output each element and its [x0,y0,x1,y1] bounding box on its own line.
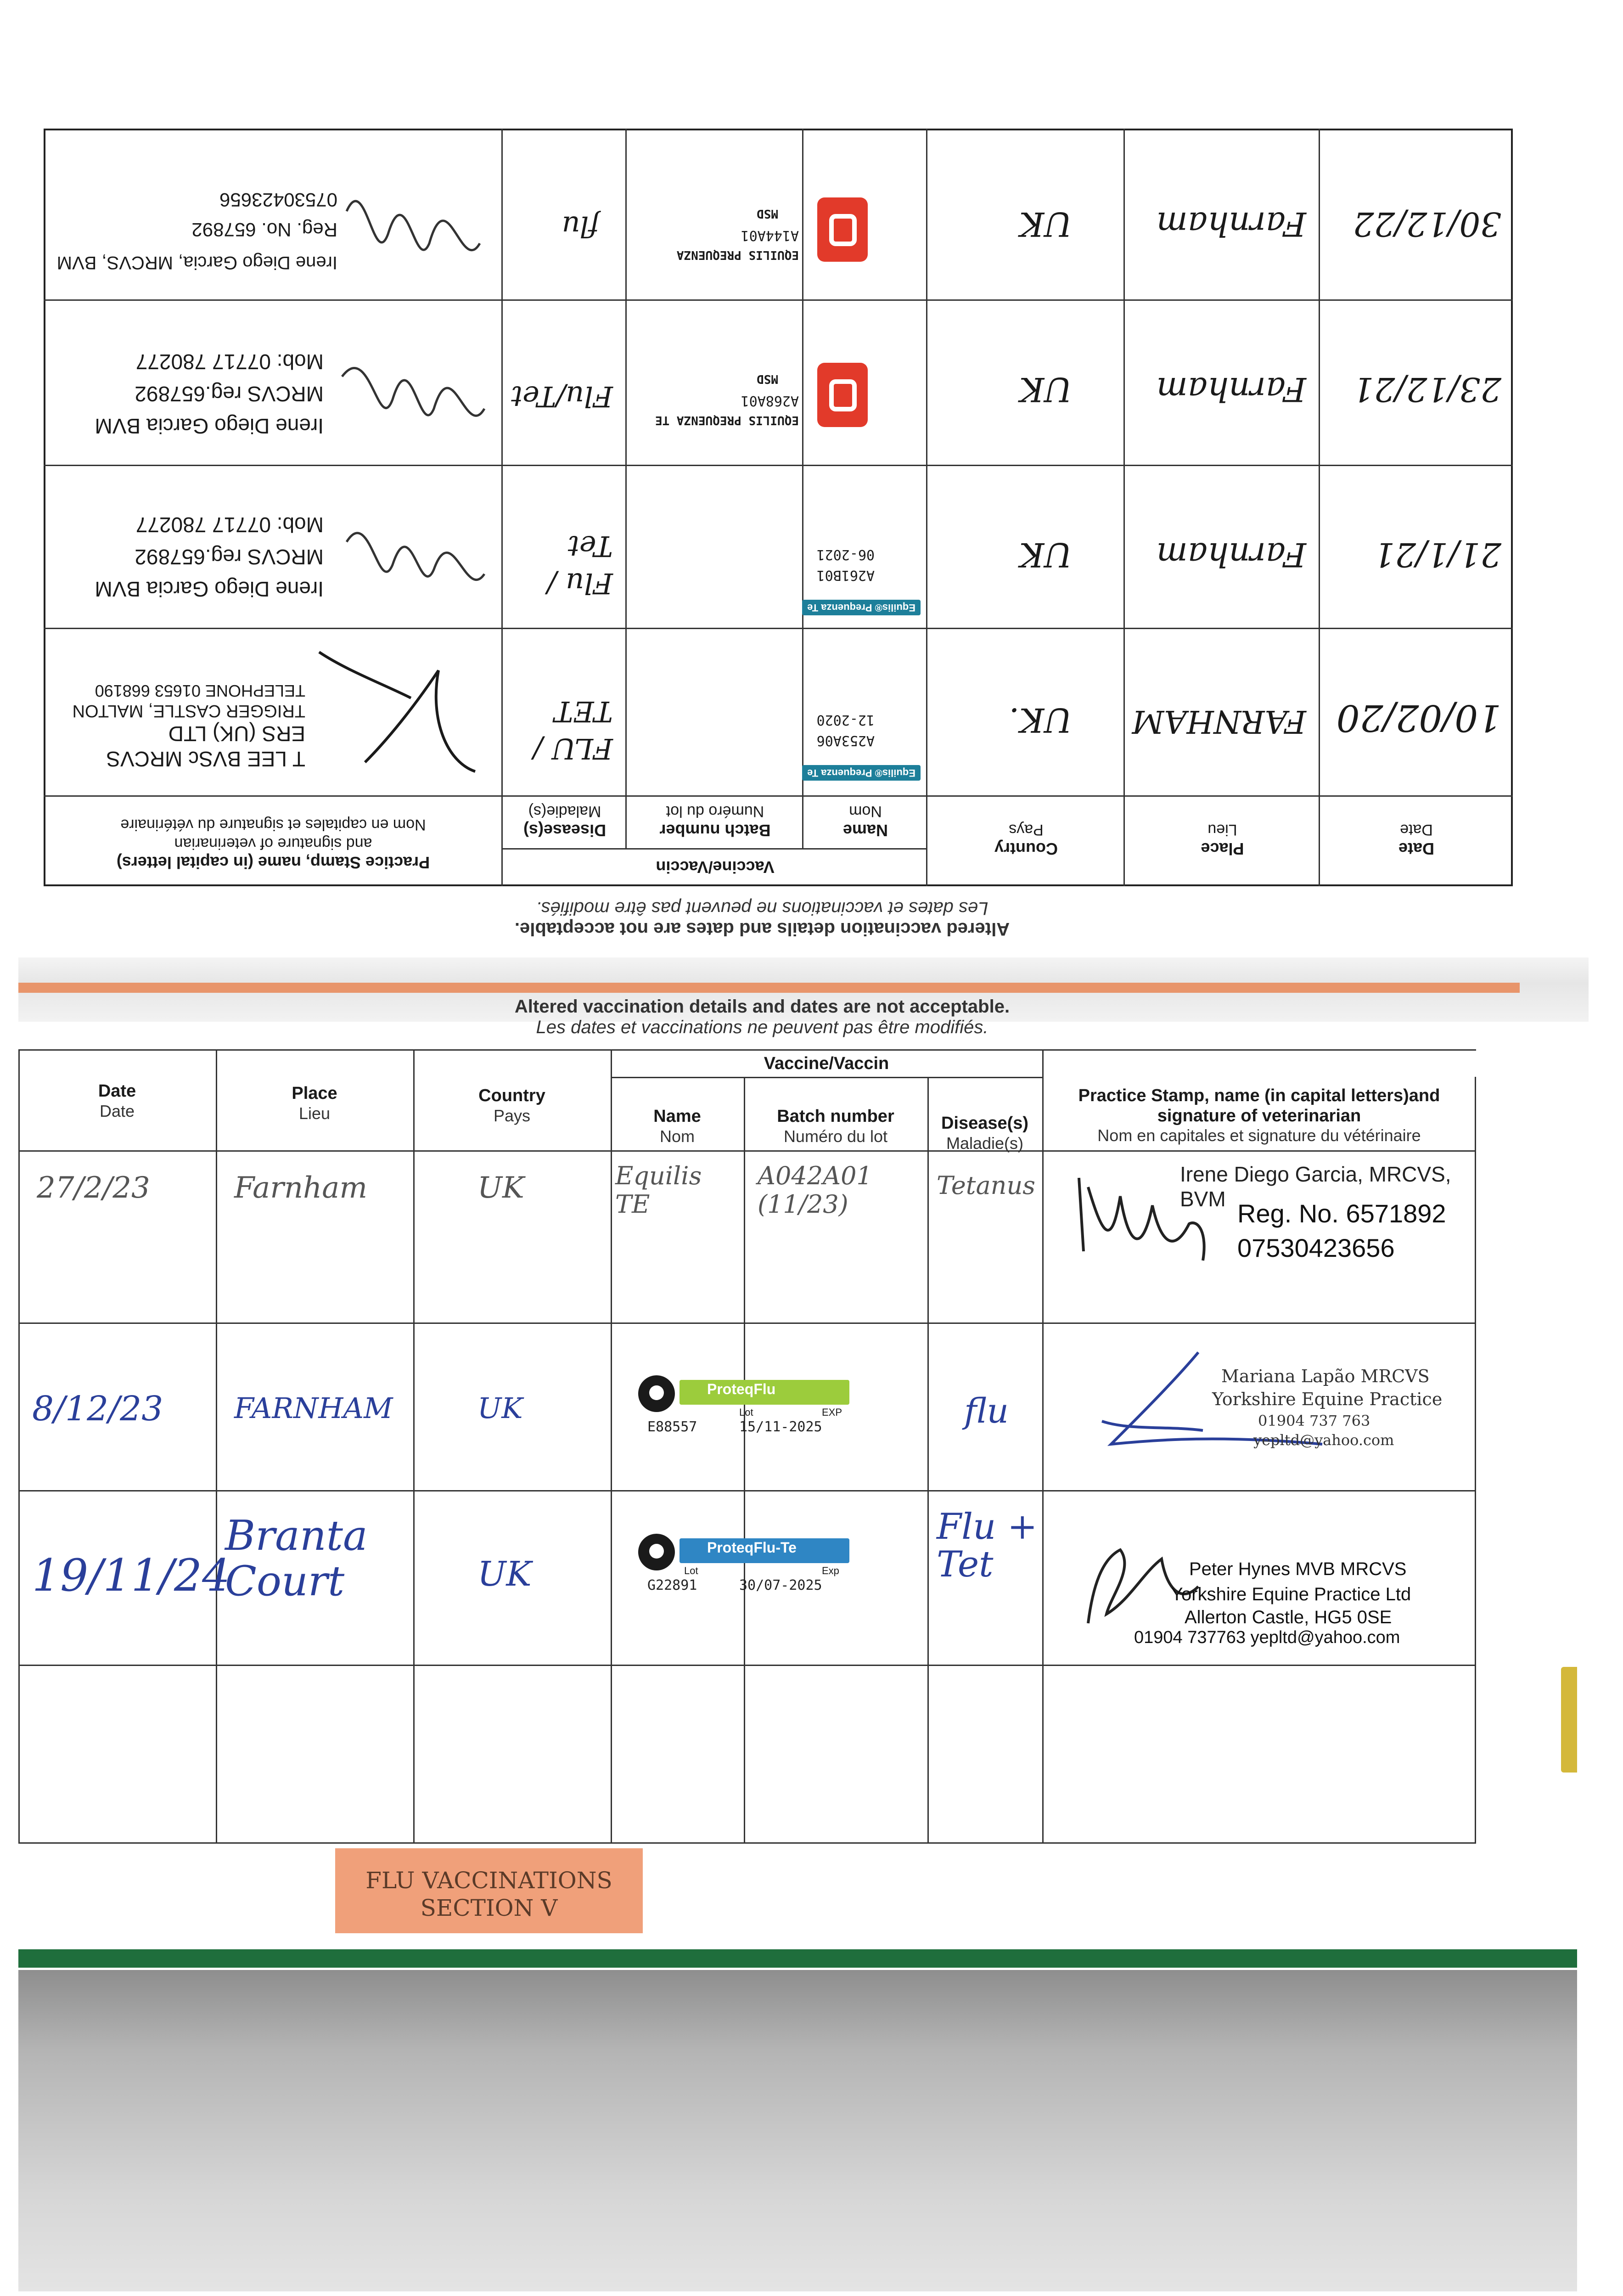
lower-row3-sticker-expiry: 30/07-2025 [739,1577,822,1593]
lower-header-date: Date Date [98,1081,136,1120]
upper-row3-country: UK [1019,370,1072,409]
header-batch: Batch number Numéro du lot [659,802,771,840]
lower-header-batch: Batch number Numéro du lot [777,1107,894,1146]
lower-row2-stamp-3: 01904 737 763 [1258,1412,1370,1429]
header-disease: Disease(s) Maladie(s) [523,802,607,840]
lower-row2-stamp-2: Yorkshire Equine Practice [1212,1389,1443,1409]
upper-row1-stamp-1: T LEE BVSc MRCVS [106,747,305,771]
lower-row2-place: FARNHAM [234,1391,393,1425]
lower-header-name: Name Nom [653,1107,701,1146]
upper-row2-country: UK [1019,535,1072,574]
lower-row2-sticker: ProteqFlu Lot EXP E88557 15/11-2025 [638,1371,849,1449]
lower-row3-sticker-code: G22891 [647,1577,697,1593]
lower-row1-stamp-1: Irene Diego Garcia, MRCVS, BVM [1180,1162,1451,1211]
lower-row2-stamp-4: yepltd@yahoo.com [1253,1431,1394,1449]
lower-header-place: Place Lieu [292,1084,337,1123]
lower-row1-date: 27/2/23 [37,1171,150,1205]
page-edge-orange [18,983,1520,993]
upper-row2-place: Farnham [1156,535,1306,574]
header-stamp: Practice Stamp, name (in capital letters) and signature of veterinarian Nom en capitales et signature du vétérinaire [116,816,430,872]
lower-row3-country: UK [477,1554,532,1594]
upper-row2-stamp-1: Irene Diego Garcia BVM [95,577,324,601]
upper-row1-stamp-4: TELEPHONE 01653 668190 [95,681,305,700]
upper-row4-disease: flu [562,210,599,243]
upper-row2-disease: Flu / Tet [547,529,613,600]
upper-row1-place: FARNHAM [1132,703,1306,739]
upper-row1-sticker-expiry: 12-2020 [816,712,875,728]
lower-header-disease: Disease(s) Maladie(s) [941,1114,1029,1153]
upper-row1-date: 10/02/20 [1336,697,1501,739]
lower-header-vaccine: Vaccine/Vaccin [764,1054,889,1073]
upper-row3-date: 23/12/21 [1353,370,1501,409]
yellow-page-tab [1561,1667,1577,1773]
upper-vaccination-table [44,129,1513,886]
upper-row3-stamp-2: MRCVS reg.657892 [135,382,324,406]
lower-row2-sticker-expiry: 15/11-2025 [739,1419,822,1435]
lower-row1-batch: A042A01 (11/23) [758,1161,872,1219]
upper-row1-stamp-2: ERS (UK) LTD [168,722,305,746]
upper-row4-country: UK [1019,205,1072,243]
section-tab [335,1848,643,1933]
upper-row3-stamp-3: Mob: 07717 780277 [135,350,324,374]
upper-row4-place: Farnham [1156,205,1306,243]
lower-vaccination-table [18,1049,1476,1844]
lower-row1-name: Equilis TE [615,1161,702,1219]
upper-row1-sticker-brand: Equilis® Prequenza Te [802,765,921,781]
passport-cover-edge [18,1949,1577,1968]
upper-row3-sticker-batch: A268A01 [741,393,799,409]
header-vaccine: Vaccine/Vaccin [656,858,775,877]
lower-row3-place: Branta Court [225,1512,368,1605]
lower-row1-stamp-2: Reg. No. 6571892 [1237,1199,1446,1228]
upper-row4-sticker-brand: EQUILIS PREQUENZA [676,248,799,262]
lower-row2-sticker-code: E88557 [647,1419,697,1435]
upper-row1-signature [310,638,484,790]
header-place: Place Lieu [1201,821,1244,858]
upper-row2-stamp-2: MRCVS reg.657892 [135,545,324,569]
upper-row2-date: 21/1/21 [1374,535,1501,574]
lower-row2-country: UK [477,1391,523,1425]
lower-row2-sticker-brand: ProteqFlu [707,1381,776,1397]
upper-row4-signature [337,142,489,289]
upper-row4-date: 30/12/22 [1353,205,1501,243]
lower-row3-disease: Flu + Tet [937,1506,1038,1585]
upper-row2-sticker-batch: A261B01 [816,567,875,583]
section-tab-line-1: FLU VACCINATIONS [365,1867,612,1894]
upper-row3-stamp-1: Irene Diego Garcia BVM [95,414,324,438]
lower-row2-disease: flu [964,1391,1009,1431]
upper-row4-sticker-batch: A144A01 [741,227,799,243]
upper-row1-stamp-3: TRIGGER CASTLE, MALTON [72,701,305,720]
upper-row4-stamp-1: Irene Diego Garcia, MRCVS, BVM [56,253,337,273]
lower-row3-sticker: ProteqFlu-Te Lot Exp G22891 30/07-2025 [638,1529,849,1607]
upper-row1-country: UK. [1009,701,1072,739]
upper-row4-sticker-logo [817,197,868,262]
section-tab-line-2: SECTION V [420,1895,558,1921]
upper-row3-sticker-brand: EQUILIS PREQUENZA TE [655,413,799,427]
lower-row2-stamp-1: Mariana Lapão MRCVS [1221,1366,1430,1386]
upper-notice: Altered vaccination details and dates are not acceptable. Les dates et vaccinations ne peuvent pas être modifiés. [514,898,1010,939]
upper-row2-sticker-brand: Equilis® Prequenza Te [802,600,921,615]
scan-background [18,1970,1577,2291]
lower-notice: Altered vaccination details and dates are not acceptable. Les dates et vaccinations ne peuvent pas être modifiés. [514,996,1010,1037]
upper-row4-sticker-maker: MSD [757,207,778,220]
header-date: Date Date [1398,821,1435,858]
lower-row1-stamp-3: 07530423656 [1237,1233,1395,1262]
upper-row2-sticker-expiry: 06-2021 [816,546,875,563]
lower-row3-stamp-2: Yorkshire Equine Practice Ltd [1171,1584,1411,1604]
lower-row1-disease: Tetanus [937,1171,1035,1200]
upper-row2-stamp-3: Mob: 07717 780277 [135,513,324,537]
upper-row3-disease: Flu/Tet [511,380,613,413]
lower-row3-stamp-3: Allerton Castle, HG5 0SE [1185,1607,1392,1627]
upper-row4-stamp-2: Reg. No. 657892 [191,219,337,241]
upper-row1-disease: FLU / TET [533,695,613,765]
upper-row2-signature [328,478,494,611]
lower-row3-sticker-brand: ProteqFlu-Te [707,1539,797,1556]
lower-row3-date: 19/11/24 [32,1550,230,1601]
upper-row3-sticker-maker: MSD [757,372,778,386]
header-country: Country Pays [994,821,1058,858]
upper-row4-stamp-3: 07530423656 [219,189,337,211]
upper-row1-sticker-batch: A253A06 [816,732,875,748]
lower-row1-country: UK [477,1171,524,1205]
upper-row3-signature [328,312,494,450]
lower-header-stamp: Practice Stamp, name (in capital letters)and signature of veterinarian Nom en capitales et signature du vétérinaire [1078,1086,1440,1145]
lower-header-country: Country Pays [478,1086,545,1125]
lower-row3-stamp-1: Peter Hynes MVB MRCVS [1189,1559,1407,1579]
header-name: Name Nom [842,802,888,840]
upper-row3-sticker-logo [817,363,868,427]
lower-row3-stamp-4: 01904 737763 yepltd@yahoo.com [1134,1628,1400,1647]
lower-row2-date: 8/12/23 [32,1389,163,1429]
upper-row3-place: Farnham [1156,370,1306,409]
lower-row1-place: Farnham [234,1171,368,1205]
